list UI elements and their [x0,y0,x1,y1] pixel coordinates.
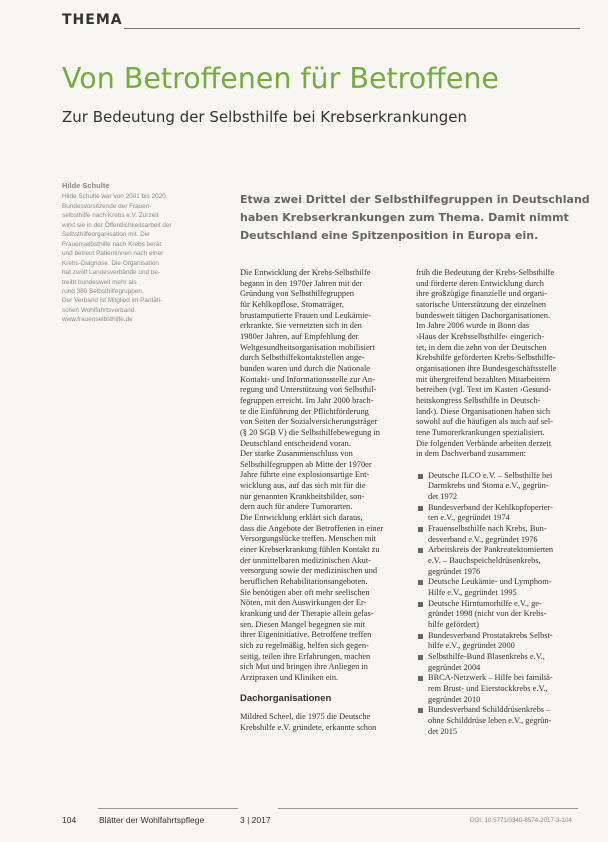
list-item-line: desverband e.V., gegründet 1976 [428,534,538,544]
text-line: seitig, teilen ihre Erfahrungen, machen [240,651,371,661]
text-line: in dem Dachverband zusammen: [416,449,526,459]
text-line: Die Entwicklung der Krebs-Selbsthilfe [240,268,371,277]
list-item-line: Bundesverband der Kehlkopfoperier- [428,502,553,512]
list-item-line: Arbeitskreis der Pankreatektomierten [428,545,554,555]
list-item-line: Bundesverband Schilddrüsenkrebs – [428,705,551,715]
text-line: ihrer Eigeninitiative. Betroffene treffen [240,630,372,640]
list-item-line: Deutsche Hirntumorhilfe e.V., ge- [428,598,542,608]
text-line: Krebshilfe geförderten Krebs-Selbsthilfe- [416,353,556,363]
section-label: THEMA [62,12,123,28]
list-item-line: ohne Schilddrüse leben e.V., gegrün- [428,715,552,725]
list-item [416,577,585,598]
list-item-line: hilfe gefördert) [428,620,479,629]
list-item-line: rem Brust- und Eierstockkrebs e.V., [428,683,548,693]
doi: DOI: 10.5771/0340-8574-2017-3-104 [470,817,572,824]
text-line: für Kehlkopflose, Stomaträger, [240,299,344,309]
text-line: sich zu regelmäßig, helfen sich gegen- [240,640,369,650]
text-line: sich Mut und bringen ihre Anliegen in [240,662,368,672]
subheading: Dachorganisationen [240,692,332,704]
text-line: mit übergreifend bezahlten Mitarbeitern [416,374,551,384]
text-line: Jahre führte eine explosionsartige Ent- [240,470,370,480]
text-line: Bundesvorsitzende der Frauen- [62,202,152,210]
text-line: te die Einführung der Pflichtförderung [240,406,369,416]
text-line: rund 380 Selbsthilfegruppen. [62,287,144,295]
list-item [416,673,585,705]
text-line: haben Krebserkrankungen zum Thema. Damit nimmt [240,211,569,224]
text-line: regung und Unterstützung von Selbsthil- [240,385,377,395]
list-item-line: gegründet 2010 [428,694,481,704]
text-line: erkrankte. Sie vernetzten sich in den [240,321,362,331]
author-sidebar [62,181,189,325]
text-line: Selbsthilfegruppen ab Mitte der 1970er [240,459,372,469]
list-item-line: Selbsthilfe-Bund Blasenkrebs e.V., [428,651,545,661]
text-line: Versorgungslücke treffen. Menschen mit [240,534,376,544]
page-number: 104 [62,815,77,825]
list-item-line: Bundesverband Prostatakrebs Selbst- [428,630,553,640]
text-line: Der Verband ist Mitglied im Paritäti- [62,297,163,305]
text-line: wirkt sie in der Öffentlichkeitsarbeit der [62,221,172,229]
text-line: krankung und der Therapie allein gelas- [240,609,374,618]
text-line: Deutschland entscheidend voran. [240,438,351,448]
list-item-line: Frauenselbsthilfe nach Krebs, Bun- [428,524,547,534]
organization-list [416,471,585,737]
article-title: Von Betroffenen für Betroffene [62,62,499,95]
article-subtitle: Zur Bedeutung der Selbsthilfe bei Krebserkrankungen [62,108,467,126]
text-line: bundesweit tätigen Dachorganisationen. [416,310,551,320]
text-line: beruflichen Rehabilitationsangeboten. [240,577,368,587]
list-item [416,524,585,545]
list-item [416,631,585,652]
list-item [416,705,585,737]
list-item-line: gegründet 2004 [428,662,481,672]
text-line: begann in den 1970er Jahren mit der [240,278,363,288]
author-bio [62,192,189,324]
text-line: satorische Unterstützung der einzelnen [416,299,546,309]
body-text-1b [240,712,409,733]
list-item [416,652,585,673]
text-line: tet, in dem die zehn von der Deutschen [416,342,547,352]
text-line: fegruppen erreicht. Im Jahr 2000 brach- [240,395,374,405]
text-line: schen Wohlfahrtsverband. [62,306,137,314]
text-line: früh die Bedeutung der Krebs-Selbsthilfe [416,268,555,277]
text-line: land‹). Diese Organisationen haben sich [416,406,551,416]
list-item-line: e.V. – Bauchspeicheldrüsenkrebs, [428,556,541,566]
text-line: betreiben (vgl. Text im Kasten ›Gesund- [416,385,552,395]
text-line: Gründung von Selbsthilfegruppen [240,289,354,299]
text-line: Etwa zwei Drittel der Selbsthilfegruppen in Deutschland [240,193,590,206]
section-rule [124,28,580,29]
text-line: Arztpraxen und Kliniken ein. [240,672,339,682]
list-item-line: gründet 1998 (nicht von der Krebs- [428,609,547,619]
text-line: Die Entwicklung erklärt sich daraus, [240,513,363,523]
text-line: dass die Angebote der Betroffenen in einer [240,523,384,533]
text-line: Nöten, mit den Auswirkungen der Er- [240,598,367,608]
list-item [416,471,585,503]
list-item-line: det 2015 [428,726,458,736]
text-line: Mildred Scheel, die 1975 die Deutsche [240,712,371,722]
list-item-line: hilfe e.V., gegründet 2000 [428,641,515,651]
text-line: dern auch für andere Tumorarten. [240,502,353,512]
list-item-line: det 1972 [428,492,458,502]
text-line: brustamputierte Frauen und Leukämie- [240,310,371,320]
text-line: treibt bundesweit mehr als [62,278,137,286]
issue-number: 3 | 2017 [240,815,271,825]
text-line: Selbsthilfeorganisation mit. Die [62,231,150,239]
journal-name: Blätter der Wohlfahrtspflege [99,815,205,825]
text-line: hat zwölf Landesverbände und be- [62,269,161,277]
text-line: heitskongress Selbsthilfe in Deutsch- [416,395,541,405]
list-item-line: Deutsche Leukämie- und Lymphom- [428,577,552,587]
list-item-line: Darmkrebs und Stoma e.V., gegrün- [428,481,549,491]
list-item-line: ten e.V., gegründet 1974 [428,513,510,523]
text-line: selbsthilfe nach Krebs e.V. Zurzeit [62,212,159,220]
list-item-line: Hilfe e.V., gegründet 1995 [428,588,517,598]
text-line: Im Jahre 2006 wurde in Bonn das [416,321,530,331]
text-line: Sie benötigen aber oft mehr seelischen [240,587,370,597]
text-line: nur genannten Krankheitsbilder, son- [240,491,365,501]
body-text-1 [240,268,409,684]
list-item [416,503,585,524]
text-line: einer Krebserkrankung fühlen Kontakt zu [240,545,380,555]
text-line: ihre großzügige finanzielle und organi- [416,289,548,299]
text-line: Die folgenden Verbände arbeiten derzeit [416,438,552,448]
text-line: Deutschland eine Spitzenposition in Europa ein. [240,229,539,242]
text-line: Kontakt- und Informationsstelle zur An- [240,374,375,384]
text-line: der unmittelbaren medizinischen Akut- [240,555,371,565]
text-line: sowohl auf die häufigen als auch auf sel- [416,417,553,427]
text-line: Der starke Zusammenschluss von [240,449,353,459]
list-item [416,545,585,577]
text-line: und förderte deren Entwicklung durch [416,278,544,288]
text-line: wicklung aus, auf das sich mit für die [240,481,366,491]
text-line: von Seiten der Sozialversicherungsträger [240,417,378,427]
text-line: tene Tumorerkrankungen spezialisiert. [416,427,545,437]
text-line: Krebs-Diagnose. Die Organisation [62,259,159,267]
list-item-line: gegründet 1976 [428,566,481,576]
text-line: Hilde Schulte war von 2001 bis 2020 [62,193,166,201]
list-item [416,599,585,631]
author-name: Hilde Schulte [62,181,110,190]
list-item-line: BRCA-Netzwerk – Hilfe bei familiä- [428,673,553,683]
text-line: und betreut Patientinnen nach einer [62,250,164,258]
text-line: ›Haus der Krebsselbsthilfe‹ eingerich- [416,331,545,341]
body-column-1 [240,268,409,734]
text-line: (§ 20 SGB V) die Selbsthilfebewegung in [240,427,380,437]
text-line: bunden waren und durch die Nationale [240,363,371,373]
list-item-line: Deutsche ILCO e.V. – Selbsthilfe bei [428,470,553,480]
text-line: Frauenselbsthilfe nach Krebs berät [62,240,162,248]
footer-rule [278,808,578,809]
lead-paragraph [240,191,590,245]
text-line: www.frauenselbsthilfe.de [62,316,133,324]
text-line: organisationen ihre Bundesgeschäftsstelle [416,363,557,373]
footer-rule [98,808,238,809]
text-line: durch Selbsthilfekontaktstellen ange- [240,353,365,363]
text-line: sen. Diesen Mangel begegnen sie mit [240,619,366,629]
text-line: Krebshilfe e.V. gründete, erkannte schon [240,722,377,732]
text-line: Weltgesundheitsorganisation mobilisiert [240,342,375,352]
text-line: versorgung sowie der medizinischen und [240,566,378,576]
body-text-2 [416,268,585,460]
body-column-2 [416,268,585,737]
text-line: 1980er Jahren, auf Empfehlung der [240,331,359,341]
